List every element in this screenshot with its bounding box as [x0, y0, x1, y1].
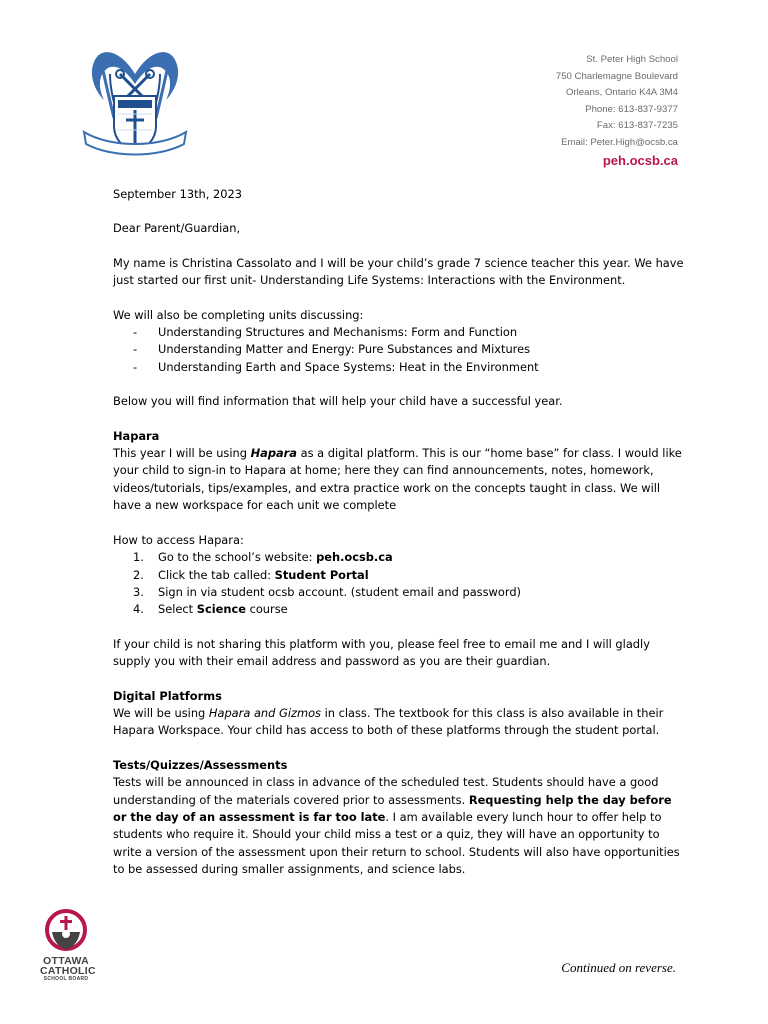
letter-date: September 13th, 2023: [113, 187, 242, 201]
list-item: 1. Go to the school’s website: peh.ocsb.ca: [133, 550, 393, 565]
list-item: 3. Sign in via student ocsb account. (student email and password): [133, 584, 521, 599]
share-paragraph: If your child is not sharing this platform with you, please feel free to email me and I will gladly supply you with their email address and password as you are their guardian.: [113, 636, 650, 669]
hapara-paragraph: This year I will be using Hapara as a digital platform. This is our “home base” for class. I would like your child to sign-in to Hapara at home; here they can find announcements, notes, homework, videos/tutorials, tips/examples, and extra practice work on the concepts taught in class. We will have a new workspace for each unit we complete: [113, 446, 682, 513]
list-item: - Understanding Earth and Space Systems: Heat in the Environment: [133, 359, 539, 374]
below-paragraph: Below you will find information that will help your child have a successful year.: [113, 394, 563, 409]
fax-number: Fax: 613-837-7235: [596, 120, 678, 132]
units-list: [113, 324, 688, 376]
street-address: 750 Charlemagne Boulevard: [555, 70, 678, 82]
greeting: Dear Parent/Guardian,: [113, 221, 241, 236]
phone-number: Phone: 613-837-9377: [585, 103, 678, 115]
website-link[interactable]: peh.ocsb.ca: [602, 152, 678, 168]
continued-note: Continued on reverse.: [561, 960, 676, 975]
unit-label: Understanding Matter and Energy: Pure Substances and Mixtures: [158, 342, 531, 357]
board-name-line3: SCHOOL BOARD: [43, 976, 89, 982]
board-logo: [40, 908, 96, 982]
city-address: Orleans, Ontario K4A 3M4: [566, 87, 678, 99]
list-item: - Understanding Structures and Mechanisms: Form and Function: [133, 325, 518, 340]
intro-paragraph: My name is Christina Cassolato and I will be your child’s grade 7 science teacher this year. We have just started our first unit- Understanding Life Systems: Interactions with the Environment.: [113, 255, 684, 288]
unit-label: Understanding Earth and Space Systems: Heat in the Environment: [158, 359, 539, 374]
access-intro: How to access Hapara:: [113, 532, 244, 547]
board-emblem-icon: [44, 908, 88, 952]
tests-heading: Tests/Quizzes/Assessments: [113, 757, 288, 772]
hapara-heading: Hapara: [113, 428, 160, 443]
school-crest-logo: [80, 44, 190, 162]
list-item: 2. Click the tab called: Student Portal: [133, 567, 369, 582]
list-item: - Understanding Matter and Energy: Pure Substances and Mixtures: [133, 342, 531, 357]
list-item: 4. Select Science course: [133, 602, 288, 617]
digital-paragraph: We will be using Hapara and Gizmos in class. The textbook for this class is also available in their Hapara Workspace. Your child has access to both of these platforms through the student portal.: [113, 705, 664, 738]
tests-paragraph: Tests will be announced in class in advance of the scheduled test. Students should have a good understanding of the materials covered prior to assessments. Requesting help the day before or the day of an assessment is far too late. I am available every lunch hour to offer help to students who require it. Should your child miss a test or a quiz, they will have an opportunity to write a version of the assessment upon their return to school. Students will also have opportunities to be assessed during smaller assignments, and science labs.: [113, 775, 680, 877]
letterhead-address: [556, 52, 678, 169]
school-name: St. Peter High School: [586, 54, 678, 65]
email-address: Email: Peter.High@ocsb.ca: [561, 136, 678, 148]
board-name-line2: CATHOLIC: [40, 965, 96, 977]
access-steps-list: [113, 549, 688, 619]
units-intro: We will also be completing units discussing:: [113, 307, 364, 322]
digital-heading: Digital Platforms: [113, 688, 222, 703]
unit-label: Understanding Structures and Mechanisms: Form and Function: [158, 325, 518, 340]
board-name-line1: OTTAWA: [43, 955, 89, 967]
letter-body: [113, 186, 688, 879]
